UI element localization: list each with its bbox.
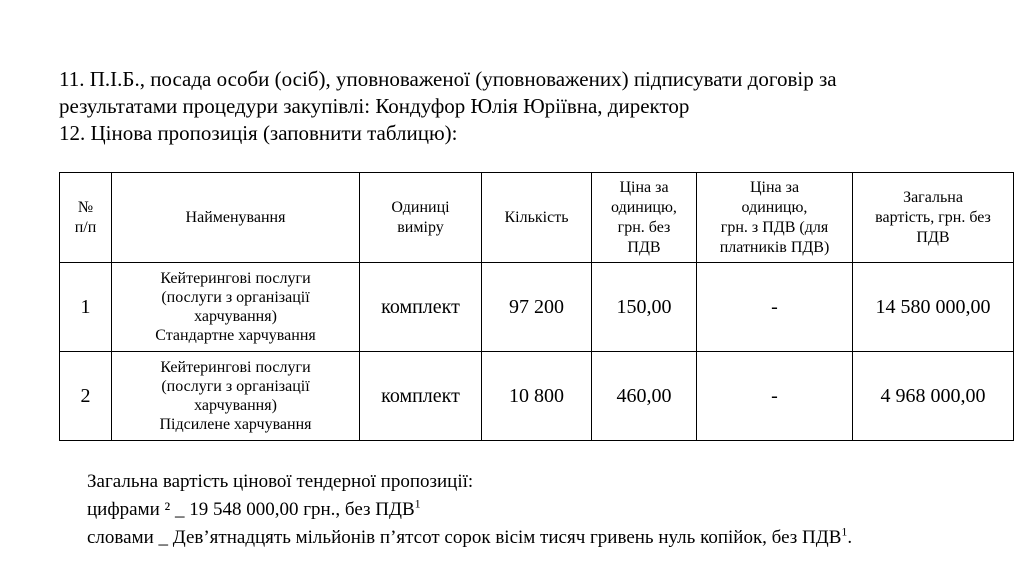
summary-digits: цифрами ² _ 19 548 000,00 грн., без ПДВ$^1$ (87, 496, 421, 520)
item-11-line-2: результатами процедури закупівлі: Кондуфор Юлія Юріївна, директор (59, 94, 690, 118)
cell-name: Кейтерингові послуги (послуги з організації харчування) Стандартне харчування (112, 263, 360, 352)
header-price-with-vat: Ціна за одиницю, грн. з ПДВ (для платників ПДВ) (697, 173, 853, 263)
table-row (60, 352, 1014, 441)
summary-title: Загальна вартість цінової тендерної пропозиції: (87, 471, 474, 492)
header-total: Загальна вартість, грн. без ПДВ (853, 173, 1014, 263)
cell-total: 4 968 000,00 (853, 352, 1014, 441)
header-number: № п/п (60, 173, 112, 263)
cell-unit: комплект (360, 263, 482, 352)
header-name: Найменування (112, 173, 360, 263)
cell-number: 2 (60, 352, 112, 441)
cell-price-with-vat: - (697, 352, 853, 441)
cell-unit: комплект (360, 352, 482, 441)
cell-quantity: 10 800 (482, 352, 592, 441)
cell-price-no-vat: 150,00 (592, 263, 697, 352)
cell-quantity: 97 200 (482, 263, 592, 352)
item-11-line-1: 11. П.І.Б., посада особи (осіб), уповноваженої (уповноважених) підписувати договір за (59, 67, 837, 91)
footnote-mark: 1 (414, 496, 421, 511)
summary-words: словами _ Дев’ятнадцять мільйонів п’ятсот сорок вісім тисяч гривень нуль копійок, без ПДВ$^1$. (87, 524, 853, 548)
header-quantity: Кількість (482, 173, 592, 263)
total-summary (87, 468, 1017, 552)
footnote-mark: 1 (841, 524, 848, 539)
item-12-heading: 12. Цінова пропозиція (заповнити таблицю): (59, 121, 458, 145)
intro-text (59, 66, 959, 147)
cell-name: Кейтерингові послуги (послуги з організації харчування) Підсилене харчування (112, 352, 360, 441)
cell-price-with-vat: - (697, 263, 853, 352)
table-header-row (60, 173, 1014, 263)
table-row (60, 263, 1014, 352)
header-price-no-vat: Ціна за одиницю, грн. без ПДВ (592, 173, 697, 263)
cell-price-no-vat: 460,00 (592, 352, 697, 441)
price-table (59, 172, 1014, 441)
cell-total: 14 580 000,00 (853, 263, 1014, 352)
cell-number: 1 (60, 263, 112, 352)
header-unit: Одиниці виміру (360, 173, 482, 263)
